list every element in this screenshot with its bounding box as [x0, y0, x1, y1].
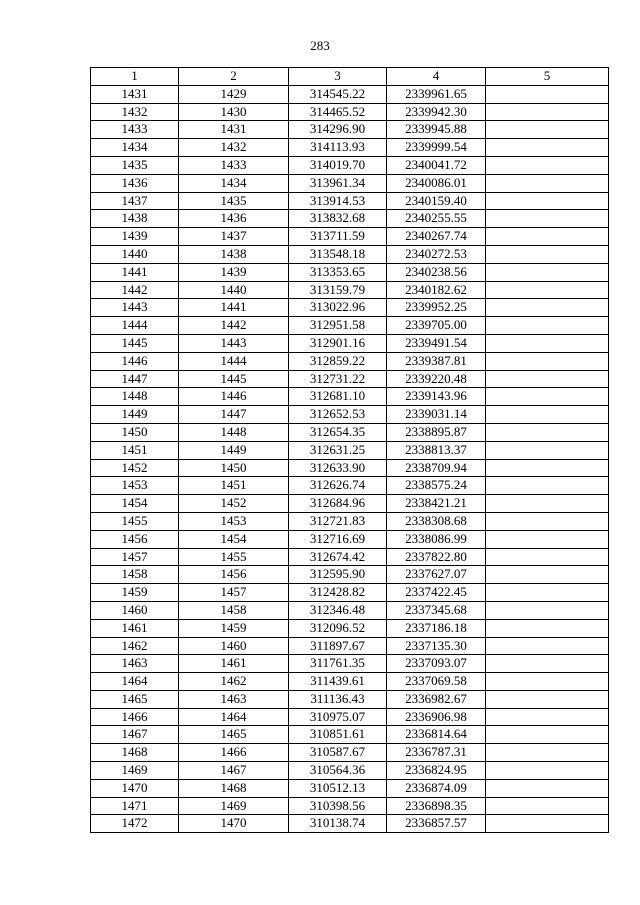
coordinates-table	[90, 67, 609, 833]
table-cell-col-3: 312684.96	[289, 495, 387, 513]
table-cell-col-4: 2336982.67	[387, 690, 486, 708]
table-cell-col-4: 2336874.09	[387, 779, 486, 797]
table-cell-col-3: 314545.22	[289, 85, 387, 103]
table-cell-col-1: 1434	[91, 139, 179, 157]
table-cell-col-2: 1438	[179, 245, 289, 263]
table-cell-col-4: 2339945.88	[387, 121, 486, 139]
table-cell-col-5	[486, 601, 609, 619]
table-cell-col-5	[486, 530, 609, 548]
table-cell-col-5	[486, 459, 609, 477]
table-cell-col-1: 1457	[91, 548, 179, 566]
table-cell-col-3: 313914.53	[289, 192, 387, 210]
table-cell-col-3: 312595.90	[289, 566, 387, 584]
table-cell-col-1: 1442	[91, 281, 179, 299]
column-header-1: 1	[91, 68, 179, 86]
table-cell-col-2: 1453	[179, 512, 289, 530]
table-cell-col-2: 1449	[179, 441, 289, 459]
table-row	[91, 601, 609, 619]
table-cell-col-4: 2337422.45	[387, 584, 486, 602]
table-row	[91, 192, 609, 210]
table-row	[91, 139, 609, 157]
table-cell-col-5	[486, 673, 609, 691]
table-cell-col-4: 2338086.99	[387, 530, 486, 548]
table-row	[91, 708, 609, 726]
table-cell-col-2: 1442	[179, 317, 289, 335]
table-cell-col-1: 1456	[91, 530, 179, 548]
table-cell-col-3: 313022.96	[289, 299, 387, 317]
table-cell-col-2: 1434	[179, 174, 289, 192]
table-cell-col-5	[486, 245, 609, 263]
table-cell-col-5	[486, 299, 609, 317]
table-cell-col-3: 314019.70	[289, 156, 387, 174]
table-cell-col-4: 2339942.30	[387, 103, 486, 121]
table-cell-col-2: 1448	[179, 423, 289, 441]
table-row	[91, 121, 609, 139]
table-row	[91, 655, 609, 673]
table-cell-col-1: 1464	[91, 673, 179, 691]
table-cell-col-2: 1444	[179, 352, 289, 370]
table-cell-col-2: 1435	[179, 192, 289, 210]
table-row	[91, 388, 609, 406]
table-cell-col-3: 312901.16	[289, 334, 387, 352]
table-row	[91, 423, 609, 441]
table-cell-col-5	[486, 797, 609, 815]
table-cell-col-3: 312626.74	[289, 477, 387, 495]
table-cell-col-5	[486, 512, 609, 530]
table-cell-col-2: 1461	[179, 655, 289, 673]
table-cell-col-5	[486, 726, 609, 744]
table-cell-col-1: 1471	[91, 797, 179, 815]
table-cell-col-2: 1429	[179, 85, 289, 103]
table-cell-col-2: 1430	[179, 103, 289, 121]
table-cell-col-4: 2339387.81	[387, 352, 486, 370]
table-body	[91, 85, 609, 832]
table-cell-col-4: 2340041.72	[387, 156, 486, 174]
table-cell-col-2: 1459	[179, 619, 289, 637]
table-cell-col-4: 2338895.87	[387, 423, 486, 441]
table-row	[91, 477, 609, 495]
table-cell-col-5	[486, 210, 609, 228]
table-cell-col-3: 312674.42	[289, 548, 387, 566]
table-cell-col-3: 312346.48	[289, 601, 387, 619]
table-cell-col-4: 2336906.98	[387, 708, 486, 726]
table-cell-col-5	[486, 655, 609, 673]
table-cell-col-2: 1445	[179, 370, 289, 388]
table-cell-col-1: 1443	[91, 299, 179, 317]
table-cell-col-2: 1462	[179, 673, 289, 691]
table-row	[91, 299, 609, 317]
table-cell-col-3: 312652.53	[289, 406, 387, 424]
table-row	[91, 495, 609, 513]
table-cell-col-1: 1462	[91, 637, 179, 655]
table-cell-col-2: 1463	[179, 690, 289, 708]
table-cell-col-4: 2339143.96	[387, 388, 486, 406]
table-cell-col-5	[486, 637, 609, 655]
table-cell-col-3: 311897.67	[289, 637, 387, 655]
table-cell-col-4: 2339491.54	[387, 334, 486, 352]
table-cell-col-1: 1433	[91, 121, 179, 139]
table-cell-col-2: 1443	[179, 334, 289, 352]
table-cell-col-3: 312096.52	[289, 619, 387, 637]
table-cell-col-1: 1468	[91, 744, 179, 762]
table-cell-col-3: 312428.82	[289, 584, 387, 602]
table-cell-col-5	[486, 566, 609, 584]
table-cell-col-1: 1455	[91, 512, 179, 530]
table-cell-col-1: 1432	[91, 103, 179, 121]
table-cell-col-1: 1441	[91, 263, 179, 281]
table-cell-col-4: 2336787.31	[387, 744, 486, 762]
table-cell-col-5	[486, 477, 609, 495]
table-cell-col-4: 2340182.62	[387, 281, 486, 299]
table-cell-col-1: 1436	[91, 174, 179, 192]
table-cell-col-2: 1460	[179, 637, 289, 655]
table-cell-col-5	[486, 281, 609, 299]
table-cell-col-1: 1458	[91, 566, 179, 584]
table-cell-col-2: 1468	[179, 779, 289, 797]
table-row	[91, 673, 609, 691]
table-cell-col-5	[486, 174, 609, 192]
table-row	[91, 263, 609, 281]
table-row	[91, 103, 609, 121]
table-cell-col-5	[486, 708, 609, 726]
table-cell-col-2: 1456	[179, 566, 289, 584]
table-cell-col-2: 1450	[179, 459, 289, 477]
table-cell-col-4: 2339952.25	[387, 299, 486, 317]
table-row	[91, 584, 609, 602]
table-cell-col-5	[486, 334, 609, 352]
table-cell-col-5	[486, 779, 609, 797]
table-cell-col-4: 2337135.30	[387, 637, 486, 655]
table-cell-col-3: 310587.67	[289, 744, 387, 762]
table-cell-col-3: 312631.25	[289, 441, 387, 459]
table-cell-col-1: 1435	[91, 156, 179, 174]
table-cell-col-4: 2339031.14	[387, 406, 486, 424]
table-cell-col-4: 2338421.21	[387, 495, 486, 513]
table-cell-col-3: 311136.43	[289, 690, 387, 708]
table-cell-col-2: 1446	[179, 388, 289, 406]
table-row	[91, 174, 609, 192]
table-cell-col-5	[486, 370, 609, 388]
table-cell-col-1: 1437	[91, 192, 179, 210]
table-row	[91, 441, 609, 459]
table-row	[91, 210, 609, 228]
column-header-4: 4	[387, 68, 486, 86]
table-cell-col-2: 1466	[179, 744, 289, 762]
table-cell-col-4: 2338575.24	[387, 477, 486, 495]
table-cell-col-5	[486, 156, 609, 174]
table-row	[91, 406, 609, 424]
table-cell-col-4: 2337093.07	[387, 655, 486, 673]
table-row	[91, 334, 609, 352]
table-cell-col-3: 312654.35	[289, 423, 387, 441]
table-cell-col-3: 312859.22	[289, 352, 387, 370]
table-cell-col-3: 311439.61	[289, 673, 387, 691]
table-cell-col-4: 2340267.74	[387, 228, 486, 246]
table-cell-col-5	[486, 423, 609, 441]
table-cell-col-4: 2337345.68	[387, 601, 486, 619]
table-cell-col-1: 1460	[91, 601, 179, 619]
table-cell-col-1: 1448	[91, 388, 179, 406]
table-cell-col-2: 1458	[179, 601, 289, 619]
table-cell-col-3: 311761.35	[289, 655, 387, 673]
table-cell-col-3: 312731.22	[289, 370, 387, 388]
table-cell-col-3: 314113.93	[289, 139, 387, 157]
table-cell-col-3: 310564.36	[289, 762, 387, 780]
table-cell-col-3: 312716.69	[289, 530, 387, 548]
table-cell-col-5	[486, 584, 609, 602]
table-cell-col-4: 2338308.68	[387, 512, 486, 530]
table-cell-col-1: 1459	[91, 584, 179, 602]
table-cell-col-2: 1447	[179, 406, 289, 424]
table-cell-col-2: 1451	[179, 477, 289, 495]
table-cell-col-1: 1450	[91, 423, 179, 441]
table-cell-col-1: 1431	[91, 85, 179, 103]
table-cell-col-3: 310512.13	[289, 779, 387, 797]
table-cell-col-1: 1465	[91, 690, 179, 708]
table-row	[91, 690, 609, 708]
table-cell-col-2: 1452	[179, 495, 289, 513]
table-cell-col-1: 1454	[91, 495, 179, 513]
table-cell-col-2: 1440	[179, 281, 289, 299]
table-cell-col-1: 1438	[91, 210, 179, 228]
table-cell-col-2: 1467	[179, 762, 289, 780]
table-cell-col-4: 2337069.58	[387, 673, 486, 691]
table-row	[91, 815, 609, 833]
table-cell-col-2: 1433	[179, 156, 289, 174]
table-cell-col-5	[486, 406, 609, 424]
table-cell-col-1: 1451	[91, 441, 179, 459]
table-cell-col-2: 1432	[179, 139, 289, 157]
table-cell-col-5	[486, 744, 609, 762]
table-cell-col-3: 313353.65	[289, 263, 387, 281]
table-row	[91, 530, 609, 548]
table-row	[91, 228, 609, 246]
table-cell-col-5	[486, 317, 609, 335]
table-cell-col-1: 1463	[91, 655, 179, 673]
table-cell-col-3: 313711.59	[289, 228, 387, 246]
table-row	[91, 512, 609, 530]
table-row	[91, 726, 609, 744]
table-cell-col-5	[486, 263, 609, 281]
table-row	[91, 352, 609, 370]
table-cell-col-3: 312633.90	[289, 459, 387, 477]
table-cell-col-3: 310851.61	[289, 726, 387, 744]
page-number: 283	[310, 38, 330, 53]
table-cell-col-2: 1441	[179, 299, 289, 317]
table-cell-col-1: 1453	[91, 477, 179, 495]
table-cell-col-4: 2336898.35	[387, 797, 486, 815]
table-cell-col-4: 2340255.55	[387, 210, 486, 228]
table-cell-col-5	[486, 548, 609, 566]
table-cell-col-4: 2336814.64	[387, 726, 486, 744]
column-header-2: 2	[179, 68, 289, 86]
table-cell-col-4: 2336824.95	[387, 762, 486, 780]
table-cell-col-5	[486, 495, 609, 513]
table-header-row	[91, 68, 609, 86]
table-cell-col-1: 1467	[91, 726, 179, 744]
column-header-3: 3	[289, 68, 387, 86]
table-cell-col-5	[486, 690, 609, 708]
table-cell-col-5	[486, 388, 609, 406]
table-cell-col-4: 2340086.01	[387, 174, 486, 192]
table-cell-col-3: 312721.83	[289, 512, 387, 530]
table-row	[91, 744, 609, 762]
table-cell-col-5	[486, 139, 609, 157]
table-cell-col-2: 1465	[179, 726, 289, 744]
table-cell-col-5	[486, 762, 609, 780]
column-header-5: 5	[486, 68, 609, 86]
table-cell-col-5	[486, 619, 609, 637]
table-cell-col-4: 2336857.57	[387, 815, 486, 833]
table-cell-col-5	[486, 192, 609, 210]
table-row	[91, 779, 609, 797]
table-cell-col-3: 313548.18	[289, 245, 387, 263]
table-cell-col-2: 1470	[179, 815, 289, 833]
table-cell-col-3: 314296.90	[289, 121, 387, 139]
table-row	[91, 459, 609, 477]
table-cell-col-2: 1469	[179, 797, 289, 815]
table-cell-col-5	[486, 228, 609, 246]
table-row	[91, 85, 609, 103]
table-cell-col-4: 2337186.18	[387, 619, 486, 637]
table-cell-col-1: 1440	[91, 245, 179, 263]
table-cell-col-2: 1437	[179, 228, 289, 246]
table-cell-col-3: 310398.56	[289, 797, 387, 815]
table-cell-col-1: 1445	[91, 334, 179, 352]
table-cell-col-2: 1457	[179, 584, 289, 602]
table-cell-col-1: 1449	[91, 406, 179, 424]
table-cell-col-2: 1439	[179, 263, 289, 281]
table-cell-col-3: 312951.58	[289, 317, 387, 335]
table-cell-col-3: 313159.79	[289, 281, 387, 299]
table-cell-col-2: 1431	[179, 121, 289, 139]
table-cell-col-1: 1461	[91, 619, 179, 637]
table-cell-col-3: 310975.07	[289, 708, 387, 726]
table-cell-col-3: 313961.34	[289, 174, 387, 192]
table-row	[91, 281, 609, 299]
table-row	[91, 317, 609, 335]
table-cell-col-4: 2337822.80	[387, 548, 486, 566]
table-cell-col-1: 1439	[91, 228, 179, 246]
table-cell-col-4: 2340238.56	[387, 263, 486, 281]
table-cell-col-4: 2338709.94	[387, 459, 486, 477]
table-cell-col-2: 1454	[179, 530, 289, 548]
table-cell-col-5	[486, 103, 609, 121]
table-cell-col-1: 1470	[91, 779, 179, 797]
table-row	[91, 245, 609, 263]
table-cell-col-1: 1446	[91, 352, 179, 370]
table-cell-col-1: 1447	[91, 370, 179, 388]
table-cell-col-4: 2340272.53	[387, 245, 486, 263]
table-cell-col-1: 1444	[91, 317, 179, 335]
table-cell-col-4: 2339961.65	[387, 85, 486, 103]
table-cell-col-5	[486, 441, 609, 459]
table-row	[91, 637, 609, 655]
table-cell-col-1: 1452	[91, 459, 179, 477]
table-cell-col-4: 2339220.48	[387, 370, 486, 388]
table-row	[91, 566, 609, 584]
table-cell-col-3: 310138.74	[289, 815, 387, 833]
table-row	[91, 370, 609, 388]
table-cell-col-3: 313832.68	[289, 210, 387, 228]
table-cell-col-5	[486, 85, 609, 103]
table-row	[91, 797, 609, 815]
table-cell-col-4: 2338813.37	[387, 441, 486, 459]
table-row	[91, 619, 609, 637]
table-cell-col-4: 2339999.54	[387, 139, 486, 157]
table-cell-col-3: 312681.10	[289, 388, 387, 406]
table-cell-col-2: 1464	[179, 708, 289, 726]
table-cell-col-1: 1466	[91, 708, 179, 726]
table-cell-col-1: 1472	[91, 815, 179, 833]
table-cell-col-4: 2340159.40	[387, 192, 486, 210]
table-cell-col-4: 2337627.07	[387, 566, 486, 584]
table-row	[91, 548, 609, 566]
table-cell-col-2: 1436	[179, 210, 289, 228]
table-cell-col-4: 2339705.00	[387, 317, 486, 335]
table-row	[91, 762, 609, 780]
table-row	[91, 156, 609, 174]
table-cell-col-5	[486, 121, 609, 139]
table-cell-col-5	[486, 815, 609, 833]
table-cell-col-3: 314465.52	[289, 103, 387, 121]
table-cell-col-1: 1469	[91, 762, 179, 780]
table-cell-col-5	[486, 352, 609, 370]
table-cell-col-2: 1455	[179, 548, 289, 566]
